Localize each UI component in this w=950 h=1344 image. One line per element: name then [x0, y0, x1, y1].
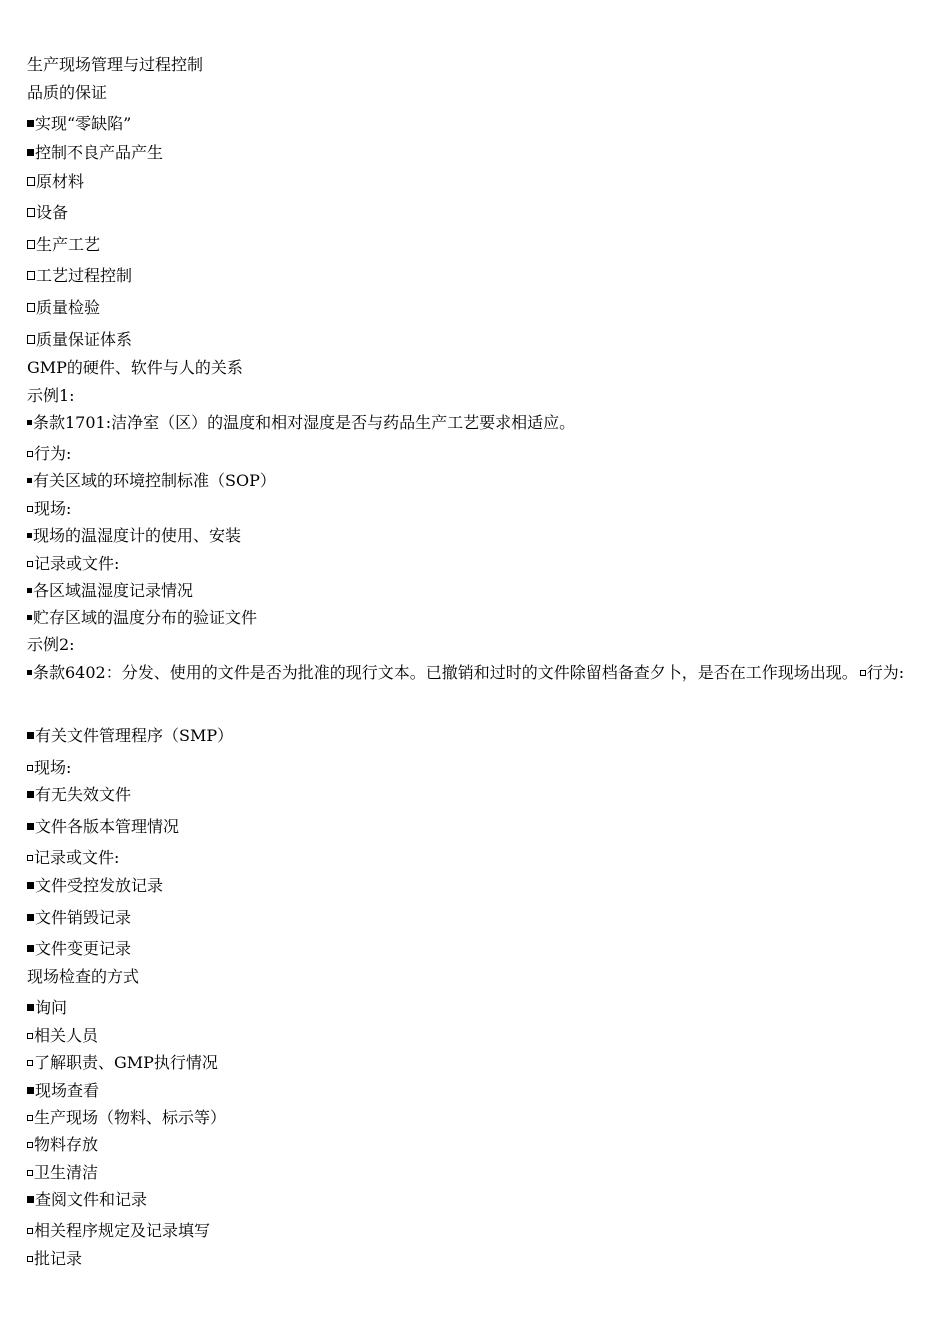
filled-square-bullet-icon: [27, 149, 34, 156]
list-item: 现场的温湿度计的使用、安装: [27, 526, 241, 546]
outline-square-bullet-icon: [27, 335, 35, 344]
outline-square-bullet-icon: [27, 765, 33, 771]
list-item: 相关人员: [27, 1026, 98, 1046]
list-item: 行为:: [27, 444, 71, 464]
outline-square-bullet-icon: [27, 1033, 33, 1039]
outline-square-bullet-icon: [27, 1060, 33, 1066]
list-item: 记录或文件:: [27, 848, 119, 868]
list-item: 物料存放: [27, 1135, 98, 1155]
list-item: 原材料: [27, 172, 84, 192]
filled-square-bullet-icon: [27, 791, 34, 798]
list-item: 文件受控发放记录: [27, 876, 163, 896]
section-heading-inspection: 现场检查的方式: [27, 967, 140, 986]
filled-square-bullet-icon: [27, 533, 32, 538]
outline-square-bullet-icon: [27, 208, 35, 217]
filled-square-bullet-icon: [27, 1087, 34, 1094]
document-title: 生产现场管理与过程控制: [27, 55, 204, 74]
list-item: 实现“零缺陷”: [27, 114, 131, 134]
example-heading: 示例2:: [27, 635, 75, 654]
filled-square-bullet-icon: [27, 823, 34, 830]
outline-square-bullet-icon: [27, 240, 35, 249]
filled-square-bullet-icon: [27, 588, 32, 593]
outline-square-bullet-icon: [27, 1170, 33, 1176]
outline-square-bullet-icon: [27, 1228, 33, 1234]
outline-square-bullet-icon: [27, 451, 33, 457]
list-item: 有无失效文件: [27, 785, 131, 805]
list-item: 有关文件管理程序（SMP）: [27, 726, 233, 746]
filled-square-bullet-icon: [27, 914, 34, 921]
list-item: 控制不良产品产生: [27, 143, 163, 163]
list-item: 有关区域的环境控制标准（SOP）: [27, 471, 276, 491]
list-item: 卫生清洁: [27, 1163, 98, 1183]
outline-square-bullet-icon: [27, 177, 35, 186]
list-item: 设备: [27, 203, 68, 223]
outline-square-bullet-icon: [27, 855, 33, 861]
list-item: 文件变更记录: [27, 939, 131, 959]
filled-square-bullet-icon: [27, 478, 32, 483]
list-item: 现场:: [27, 499, 71, 519]
filled-square-bullet-icon: [27, 732, 34, 739]
outline-square-bullet-icon: [27, 303, 35, 312]
outline-square-bullet-icon: [27, 1142, 33, 1148]
filled-square-bullet-icon: [27, 882, 34, 889]
list-item: 各区域温湿度记录情况: [27, 581, 193, 601]
filled-square-bullet-icon: [27, 420, 32, 425]
clause-paragraph: 条款6402：分发、使用的文件是否为批准的现行文本。已撤销和过时的文件除留档备查夕卜，是否在工作现场出现。 行为:: [27, 657, 925, 689]
filled-square-bullet-icon: [27, 1004, 34, 1011]
list-item: 记录或文件:: [27, 554, 119, 574]
list-item: 生产现场（物料、标示等）: [27, 1108, 226, 1128]
list-item: 相关程序规定及记录填写: [27, 1221, 210, 1241]
list-item: 贮存区域的温度分布的验证文件: [27, 608, 257, 628]
filled-square-bullet-icon: [27, 670, 32, 675]
filled-square-bullet-icon: [27, 945, 34, 952]
list-item: 生产工艺: [27, 235, 100, 255]
outline-square-bullet-icon: [27, 561, 33, 567]
list-item: 质量检验: [27, 298, 100, 318]
filled-square-bullet-icon: [27, 615, 32, 620]
outline-square-bullet-icon: [27, 506, 33, 512]
outline-square-bullet-icon: [27, 1256, 33, 1262]
outline-square-bullet-icon: [27, 271, 35, 280]
list-item: 文件各版本管理情况: [27, 817, 179, 837]
list-item: 质量保证体系: [27, 330, 132, 350]
outline-square-bullet-icon: [27, 1115, 33, 1121]
list-item: 工艺过程控制: [27, 266, 132, 286]
list-item: 了解职责、GMP执行情况: [27, 1053, 218, 1073]
list-item: 查阅文件和记录: [27, 1190, 147, 1210]
outline-square-bullet-icon: [860, 670, 866, 676]
section-heading-gmp: GMP的硬件、软件与人的关系: [27, 358, 243, 377]
list-item: 现场查看: [27, 1081, 99, 1101]
section-heading-quality: 品质的保证: [27, 83, 108, 102]
list-item: 批记录: [27, 1249, 82, 1269]
example-heading: 示例1:: [27, 386, 75, 405]
list-item: 条款1701:洁净室（区）的温度和相对湿度是否与药品生产工艺要求相适应。: [27, 413, 575, 433]
list-item: 现场:: [27, 758, 71, 778]
filled-square-bullet-icon: [27, 120, 34, 127]
list-item: 文件销毁记录: [27, 908, 131, 928]
filled-square-bullet-icon: [27, 1196, 34, 1203]
document-page: [27, 0, 927, 1344]
list-item: 询问: [27, 998, 67, 1018]
